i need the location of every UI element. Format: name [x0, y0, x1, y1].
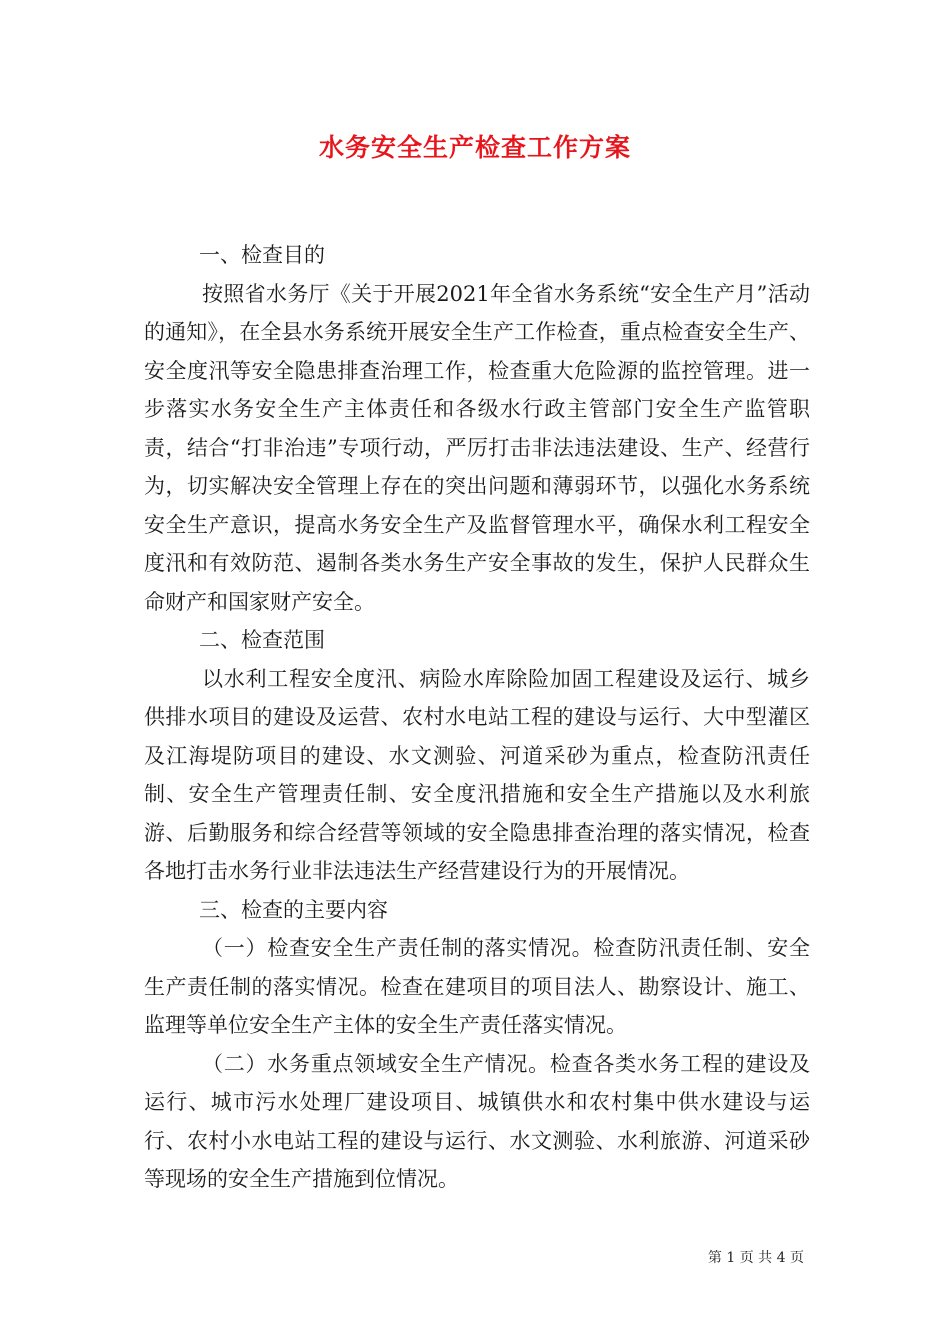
paragraph-responsibility-check: （一）检查安全生产责任制的落实情况。检查防汛责任制、安全生产责任制的落实情况。检查在建项目的项目法人、勘察设计、施工、监理等单位安全生产主体的安全生产责任落实情况。 [144, 936, 810, 1037]
paragraph-scope: 以水利工程安全度汛、病险水库除险加固工程建设及运行、城乡供排水项目的建设及运营、农村水电站工程的建设与运行、大中型灌区及江海堤防项目的建设、水文测验、河道采砂为重点，检查防汛责任制、安全生产管理责任制、安全度汛措施和安全生产措施以及水利旅游、后勤服务和综合经营等领域的安全隐患排查治理的落实情况，检查各地打击水务行业非法违法生产经营建设行为的开展情况。 [144, 666, 810, 883]
section-heading-purpose: 一、检查目的 [199, 243, 325, 267]
page-number-footer: 第 1 页 共 4 页 [707, 1250, 804, 1266]
document-body [144, 236, 810, 1199]
paragraph-key-areas-check: （二）水务重点领域安全生产情况。检查各类水务工程的建设及运行、城市污水处理厂建设项目、城镇供水和农村集中供水建设与运行、农村小水电站工程的建设与运行、水文测验、水利旅游、河道采砂等现场的安全生产措施到位情况。 [144, 1051, 810, 1191]
paragraph-purpose: 按照省水务厅《关于开展2021年全省水务系统“安全生产月”活动的通知》，在全县水务系统开展安全生产工作检查，重点检查安全生产、安全度汛等安全隐患排查治理工作，检查重大危险源的监控管理。进一步落实水务安全生产主体责任和各级水行政主管部门安全生产监管职责，结合“打非治违”专项行动，严厉打击非法违法建设、生产、经营行为，切实解决安全管理上存在的突出问题和薄弱环节，以强化水务系统安全生产意识，提高水务安全生产及监督管理水平，确保水利工程安全度汛和有效防范、遏制各类水务生产安全事故的发生，保护人民群众生命财产和国家财产安全。 [144, 281, 810, 614]
section-heading-scope: 二、检查范围 [199, 628, 325, 652]
section-heading-main-content: 三、检查的主要内容 [199, 897, 388, 922]
document-title: 水务安全生产检查工作方案 [318, 133, 631, 162]
